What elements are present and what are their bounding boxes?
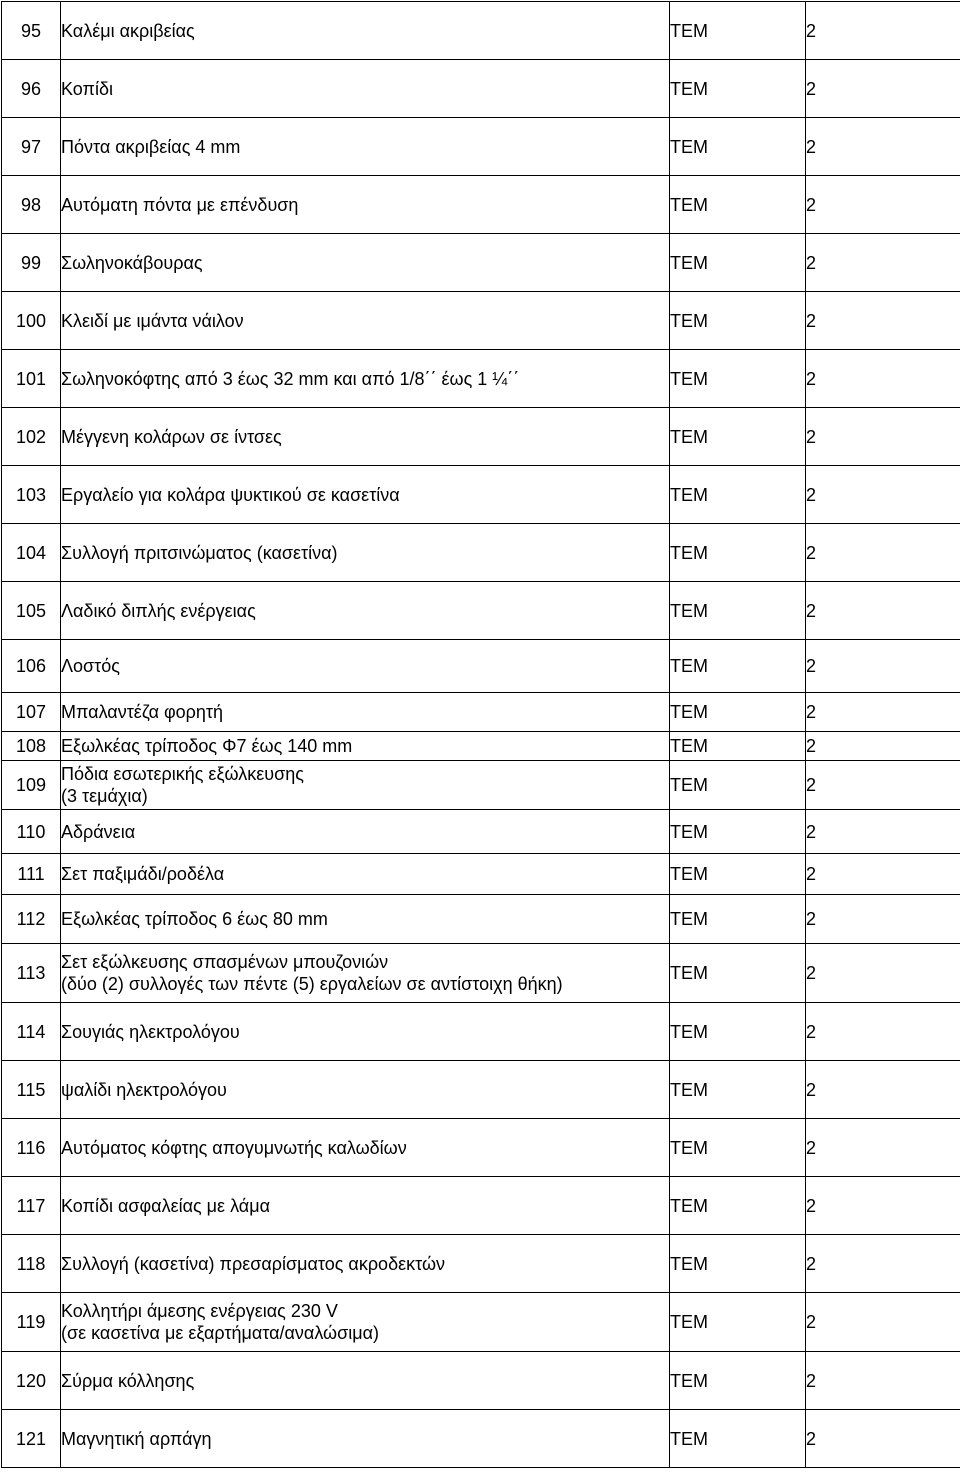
item-description-line: Συλλογή πριτσινώματος (κασετίνα) xyxy=(61,542,338,563)
item-description-line: Συλλογή (κασετίνα) πρεσαρίσματος ακροδεκτών xyxy=(61,1253,446,1274)
item-unit: ΤΕΜ xyxy=(670,408,806,466)
item-unit: ΤΕΜ xyxy=(670,292,806,350)
item-number: 98 xyxy=(2,176,61,234)
item-unit: ΤΕΜ xyxy=(670,944,806,1003)
table-row xyxy=(2,640,960,693)
item-description xyxy=(61,1235,670,1293)
item-unit: ΤΕΜ xyxy=(670,60,806,118)
item-number: 112 xyxy=(2,895,61,944)
table-row xyxy=(2,234,960,292)
item-description xyxy=(61,761,670,810)
item-unit: ΤΕΜ xyxy=(670,2,806,60)
item-description-line: Πόδια εσωτερικής εξώλκευσης xyxy=(61,764,304,784)
item-number: 102 xyxy=(2,408,61,466)
table-row xyxy=(2,1003,960,1061)
item-description xyxy=(61,524,670,582)
item-unit: ΤΕΜ xyxy=(670,693,806,732)
table-row xyxy=(2,524,960,582)
item-description-line: Κολλητήρι άμεσης ενέργειας 230 V xyxy=(61,1301,338,1321)
item-description-line: Μπαλαντέζα φορητή xyxy=(61,702,224,722)
item-number: 117 xyxy=(2,1177,61,1235)
item-number: 118 xyxy=(2,1235,61,1293)
item-description xyxy=(61,176,670,234)
item-description xyxy=(61,582,670,640)
item-number: 106 xyxy=(2,640,61,693)
item-number: 99 xyxy=(2,234,61,292)
item-quantity: 2 xyxy=(806,1061,960,1119)
table-row xyxy=(2,1293,960,1352)
item-number: 121 xyxy=(2,1410,61,1468)
item-description-line: Αυτόματη πόντα με επένδυση xyxy=(61,194,299,215)
items-table-body xyxy=(2,2,960,1468)
item-unit: ΤΕΜ xyxy=(670,1061,806,1119)
item-description-line: (3 τεμάχια) xyxy=(61,786,148,806)
table-row xyxy=(2,292,960,350)
item-number: 110 xyxy=(2,810,61,854)
item-unit: ΤΕΜ xyxy=(670,761,806,810)
item-description xyxy=(61,408,670,466)
item-description-line: Κλειδί με ιμάντα νάιλον xyxy=(61,310,244,331)
item-description-line: Λοστός xyxy=(61,656,120,676)
item-unit: ΤΕΜ xyxy=(670,1410,806,1468)
table-row xyxy=(2,1061,960,1119)
item-description xyxy=(61,1119,670,1177)
item-number: 109 xyxy=(2,761,61,810)
item-description-line: Λαδικό διπλής ενέργειας xyxy=(61,600,256,621)
table-row xyxy=(2,60,960,118)
table-row xyxy=(2,944,960,1003)
item-description xyxy=(61,895,670,944)
item-description xyxy=(61,350,670,408)
item-description-line: Κοπίδι ασφαλείας με λάμα xyxy=(61,1195,270,1216)
item-quantity: 2 xyxy=(806,118,960,176)
item-unit: ΤΕΜ xyxy=(670,118,806,176)
item-description-line: Αδράνεια xyxy=(61,821,136,842)
item-number: 107 xyxy=(2,693,61,732)
item-number: 100 xyxy=(2,292,61,350)
item-description xyxy=(61,854,670,895)
table-row xyxy=(2,582,960,640)
item-description-line: Μέγγενη κολάρων σε ίντσες xyxy=(61,426,282,447)
table-row xyxy=(2,350,960,408)
item-description xyxy=(61,2,670,60)
item-description-line: Εξωλκέας τρίποδος 6 έως 80 mm xyxy=(61,909,328,929)
item-description xyxy=(61,1293,670,1352)
item-description-line: Σετ εξώλκευσης σπασμένων μπουζονιών xyxy=(61,952,389,972)
item-quantity: 2 xyxy=(806,732,960,761)
item-quantity: 2 xyxy=(806,693,960,732)
item-description xyxy=(61,118,670,176)
item-quantity: 2 xyxy=(806,1003,960,1061)
item-number: 108 xyxy=(2,732,61,761)
item-description xyxy=(61,1177,670,1235)
item-description-line: ψαλίδι ηλεκτρολόγου xyxy=(61,1079,227,1100)
item-quantity: 2 xyxy=(806,944,960,1003)
item-number: 113 xyxy=(2,944,61,1003)
item-quantity: 2 xyxy=(806,640,960,693)
item-description xyxy=(61,1003,670,1061)
item-description xyxy=(61,292,670,350)
item-quantity: 2 xyxy=(806,1177,960,1235)
item-quantity: 2 xyxy=(806,350,960,408)
table-row xyxy=(2,176,960,234)
item-number: 111 xyxy=(2,854,61,895)
table-row xyxy=(2,118,960,176)
item-quantity: 2 xyxy=(806,1352,960,1410)
item-quantity: 2 xyxy=(806,854,960,895)
item-description-line: Αυτόματος κόφτης απογυμνωτής καλωδίων xyxy=(61,1137,407,1158)
item-quantity: 2 xyxy=(806,234,960,292)
item-quantity: 2 xyxy=(806,408,960,466)
item-number: 103 xyxy=(2,466,61,524)
table-row xyxy=(2,1410,960,1468)
table-row xyxy=(2,408,960,466)
item-unit: ΤΕΜ xyxy=(670,234,806,292)
item-number: 120 xyxy=(2,1352,61,1410)
items-table xyxy=(1,1,960,1468)
table-row xyxy=(2,761,960,810)
item-unit: ΤΕΜ xyxy=(670,176,806,234)
table-row xyxy=(2,1352,960,1410)
item-unit: ΤΕΜ xyxy=(670,1235,806,1293)
item-quantity: 2 xyxy=(806,60,960,118)
table-row xyxy=(2,466,960,524)
item-description xyxy=(61,810,670,854)
item-number: 116 xyxy=(2,1119,61,1177)
table-row xyxy=(2,693,960,732)
item-quantity: 2 xyxy=(806,292,960,350)
item-quantity: 2 xyxy=(806,810,960,854)
item-number: 119 xyxy=(2,1293,61,1352)
table-row xyxy=(2,895,960,944)
item-number: 114 xyxy=(2,1003,61,1061)
item-number: 95 xyxy=(2,2,61,60)
item-unit: ΤΕΜ xyxy=(670,854,806,895)
table-row xyxy=(2,1177,960,1235)
item-unit: ΤΕΜ xyxy=(670,582,806,640)
table-row xyxy=(2,2,960,60)
item-quantity: 2 xyxy=(806,761,960,810)
item-description-line: (σε κασετίνα με εξαρτήματα/αναλώσιμα) xyxy=(61,1323,379,1343)
item-unit: ΤΕΜ xyxy=(670,1119,806,1177)
item-description-line: Μαγνητική αρπάγη xyxy=(61,1428,212,1449)
item-description xyxy=(61,1352,670,1410)
item-quantity: 2 xyxy=(806,524,960,582)
item-description xyxy=(61,732,670,761)
item-number: 105 xyxy=(2,582,61,640)
item-quantity: 2 xyxy=(806,176,960,234)
item-description-line: Πόντα ακριβείας 4 mm xyxy=(61,136,241,157)
item-quantity: 2 xyxy=(806,466,960,524)
item-quantity: 2 xyxy=(806,895,960,944)
table-row xyxy=(2,854,960,895)
item-quantity: 2 xyxy=(806,2,960,60)
item-unit: ΤΕΜ xyxy=(670,810,806,854)
table-row xyxy=(2,1235,960,1293)
item-description xyxy=(61,944,670,1003)
item-description-line: Εργαλείο για κολάρα ψυκτικού σε κασετίνα xyxy=(61,484,400,505)
item-description xyxy=(61,1410,670,1468)
item-description-line: Σύρμα κόλλησης xyxy=(61,1370,195,1391)
item-unit: ΤΕΜ xyxy=(670,524,806,582)
item-unit: ΤΕΜ xyxy=(670,1003,806,1061)
item-quantity: 2 xyxy=(806,1410,960,1468)
item-unit: ΤΕΜ xyxy=(670,1293,806,1352)
item-quantity: 2 xyxy=(806,1235,960,1293)
table-row xyxy=(2,1119,960,1177)
table-row xyxy=(2,810,960,854)
item-number: 97 xyxy=(2,118,61,176)
item-description xyxy=(61,1061,670,1119)
item-description-line: Εξωλκέας τρίποδος Φ7 έως 140 mm xyxy=(61,736,353,756)
item-description xyxy=(61,466,670,524)
item-description xyxy=(61,60,670,118)
item-description xyxy=(61,234,670,292)
item-quantity: 2 xyxy=(806,582,960,640)
item-unit: ΤΕΜ xyxy=(670,350,806,408)
item-description-line: Σετ παξιμάδι/ροδέλα xyxy=(61,864,225,884)
item-description-line: (δύο (2) συλλογές των πέντε (5) εργαλείων σε αντίστοιχη θήκη) xyxy=(61,974,563,994)
item-number: 115 xyxy=(2,1061,61,1119)
item-description-line: Καλέμι ακριβείας xyxy=(61,20,195,41)
item-description-line: Σωληνοκάβουρας xyxy=(61,252,203,273)
item-number: 101 xyxy=(2,350,61,408)
item-quantity: 2 xyxy=(806,1119,960,1177)
item-quantity: 2 xyxy=(806,1293,960,1352)
item-description xyxy=(61,693,670,732)
table-row xyxy=(2,732,960,761)
item-unit: ΤΕΜ xyxy=(670,1177,806,1235)
item-description xyxy=(61,640,670,693)
item-number: 104 xyxy=(2,524,61,582)
item-unit: ΤΕΜ xyxy=(670,1352,806,1410)
item-number: 96 xyxy=(2,60,61,118)
item-description-line: Κοπίδι xyxy=(61,78,113,99)
item-description-line: Σωληνοκόφτης από 3 έως 32 mm και από 1/8΄΄ έως 1 ¼΄΄ xyxy=(61,368,520,389)
item-description-line: Σουγιάς ηλεκτρολόγου xyxy=(61,1021,240,1042)
item-unit: ΤΕΜ xyxy=(670,732,806,761)
item-unit: ΤΕΜ xyxy=(670,640,806,693)
item-unit: ΤΕΜ xyxy=(670,466,806,524)
item-unit: ΤΕΜ xyxy=(670,895,806,944)
